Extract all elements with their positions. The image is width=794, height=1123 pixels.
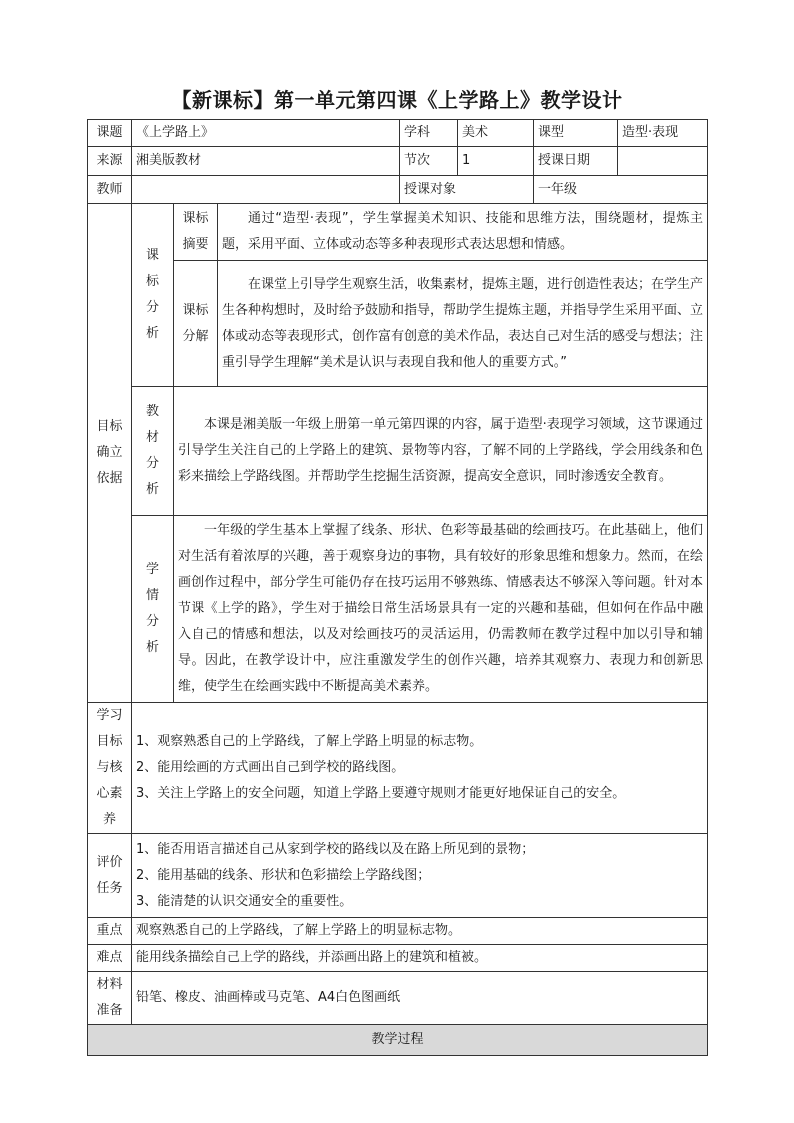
material-analysis-text: 本课是湘美版一年级上册第一单元第四课的内容，属于造型·表现学习领域，这节课通过引导学生关注自己的上学路上的建筑、景物等内容，了解不同的上学路线，学会用线条和色彩来描绘上学路线图。并帮助学生挖掘生活资源，提高安全意识，同时渗透安全教育。 bbox=[174, 387, 708, 516]
teacher-value bbox=[132, 176, 400, 204]
date-value bbox=[618, 147, 708, 176]
goal-item: 2、能用绘画的方式画出自己到学校的路线图。 bbox=[136, 760, 405, 775]
lesson-plan-table bbox=[87, 119, 708, 1056]
evaluation-row bbox=[88, 834, 708, 918]
evaluation-item: 1、能否用语言描述自己从家到学校的路线以及在路上所见到的景物； bbox=[136, 841, 535, 857]
material-row bbox=[88, 387, 708, 516]
evaluation-item: 2、能用基础的线条、形状和色彩描绘上学路线图； bbox=[136, 867, 431, 883]
standard-analysis-label: 课 标 分 析 bbox=[132, 204, 174, 387]
period-label: 节次 bbox=[400, 147, 458, 176]
student-analysis-text: 一年级的学生基本上掌握了线条、形状、色彩等最基础的绘画技巧。在此基础上，他们对生活有着浓厚的兴趣，善于观察身边的事物，具有较好的形象思维和想象力。然而，在绘画创作过程中，部分学生可能仍存在技巧运用不够熟练、情感表达不够深入等问题。针对本节课《上学的路》，学生对于描绘日常生活场景具有一定的兴趣和基础，但如何在作品中融入自己的情感和想法，以及对绘画技巧的灵活运用，仍需教师在教学过程中加以引导和辅导。因此，在教学设计中，应注重激发学生的创作兴趣，培养其观察力、表现力和创新思维，使学生在绘画实践中不断提高美术素养。 bbox=[174, 516, 708, 703]
goals-list bbox=[132, 703, 708, 834]
info-row-1 bbox=[88, 120, 708, 147]
topic-label: 课题 bbox=[88, 120, 132, 147]
source-label: 来源 bbox=[88, 147, 132, 176]
topic-value: 《上学路上》 bbox=[132, 120, 400, 147]
page-title: 【新课标】第一单元第四课《上学路上》教学设计 bbox=[171, 88, 623, 112]
summary-row bbox=[88, 204, 708, 261]
subject-label: 学科 bbox=[400, 120, 458, 147]
standard-breakdown-text: 在课堂上引导学生观察生活，收集素材，提炼主题，进行创造性表达；在学生产生各种构想时，及时给予鼓励和指导，帮助学生提炼主题，并指导学生采用平面、立体或动态等表现形式，创作富有创意的美术作品，表达自己对生活的感受与想法；注重引导学生理解“美术是认识与表现自我和他人的重要方式。” bbox=[218, 261, 708, 387]
standard-summary-label: 课标 摘要 bbox=[174, 204, 218, 261]
type-label: 课型 bbox=[534, 120, 618, 147]
goals-label: 学习 目标 与核 心素 养 bbox=[88, 703, 132, 834]
type-value: 造型·表现 bbox=[618, 120, 708, 147]
teacher-label: 教师 bbox=[88, 176, 132, 204]
process-header-row bbox=[88, 1025, 708, 1056]
subject-value: 美术 bbox=[458, 120, 534, 147]
key-point-text: 观察熟悉自己的上学路线，了解上学路上的明显标志物。 bbox=[132, 918, 708, 945]
info-row-3 bbox=[88, 176, 708, 204]
period-value: 1 bbox=[458, 147, 534, 176]
standard-breakdown-label: 课标 分解 bbox=[174, 261, 218, 387]
teaching-process-header: 教学过程 bbox=[88, 1025, 708, 1056]
evaluation-label: 评价 任务 bbox=[88, 834, 132, 918]
materials-label: 材料 准备 bbox=[88, 972, 132, 1025]
key-point-row bbox=[88, 918, 708, 945]
evaluation-list bbox=[132, 834, 708, 918]
key-point-label: 重点 bbox=[88, 918, 132, 945]
difficulty-label: 难点 bbox=[88, 945, 132, 972]
goal-item: 1、观察熟悉自己的上学路线，了解上学路上明显的标志物。 bbox=[136, 734, 483, 749]
date-label: 授课日期 bbox=[534, 147, 618, 176]
breakdown-row bbox=[88, 261, 708, 387]
audience-value: 一年级 bbox=[534, 176, 708, 204]
source-value: 湘美版教材 bbox=[132, 147, 400, 176]
evaluation-item: 3、能清楚的认识交通安全的重要性。 bbox=[136, 893, 353, 909]
materials-row bbox=[88, 972, 708, 1025]
standard-summary-text: 通过“造型·表现”，学生掌握美术知识、技能和思维方法，围绕题材，提炼主题，采用平面、立体或动态等多种表现形式表达思想和情感。 bbox=[218, 204, 708, 261]
student-analysis-label: 学 情 分 析 bbox=[132, 516, 174, 703]
student-row bbox=[88, 516, 708, 703]
material-analysis-label: 教 材 分 析 bbox=[132, 387, 174, 516]
info-row-2 bbox=[88, 147, 708, 176]
materials-text: 铅笔、橡皮、油画棒或马克笔、A4白色图画纸 bbox=[132, 972, 708, 1025]
difficulty-row bbox=[88, 945, 708, 972]
goals-row bbox=[88, 703, 708, 834]
audience-label: 授课对象 bbox=[400, 176, 534, 204]
basis-label: 目标 确立 依据 bbox=[88, 204, 132, 703]
difficulty-text: 能用线条描绘自己上学的路线，并添画出路上的建筑和植被。 bbox=[132, 945, 708, 972]
goal-item: 3、关注上学路上的安全问题，知道上学路上要遵守规则才能更好地保证自己的安全。 bbox=[136, 786, 626, 801]
